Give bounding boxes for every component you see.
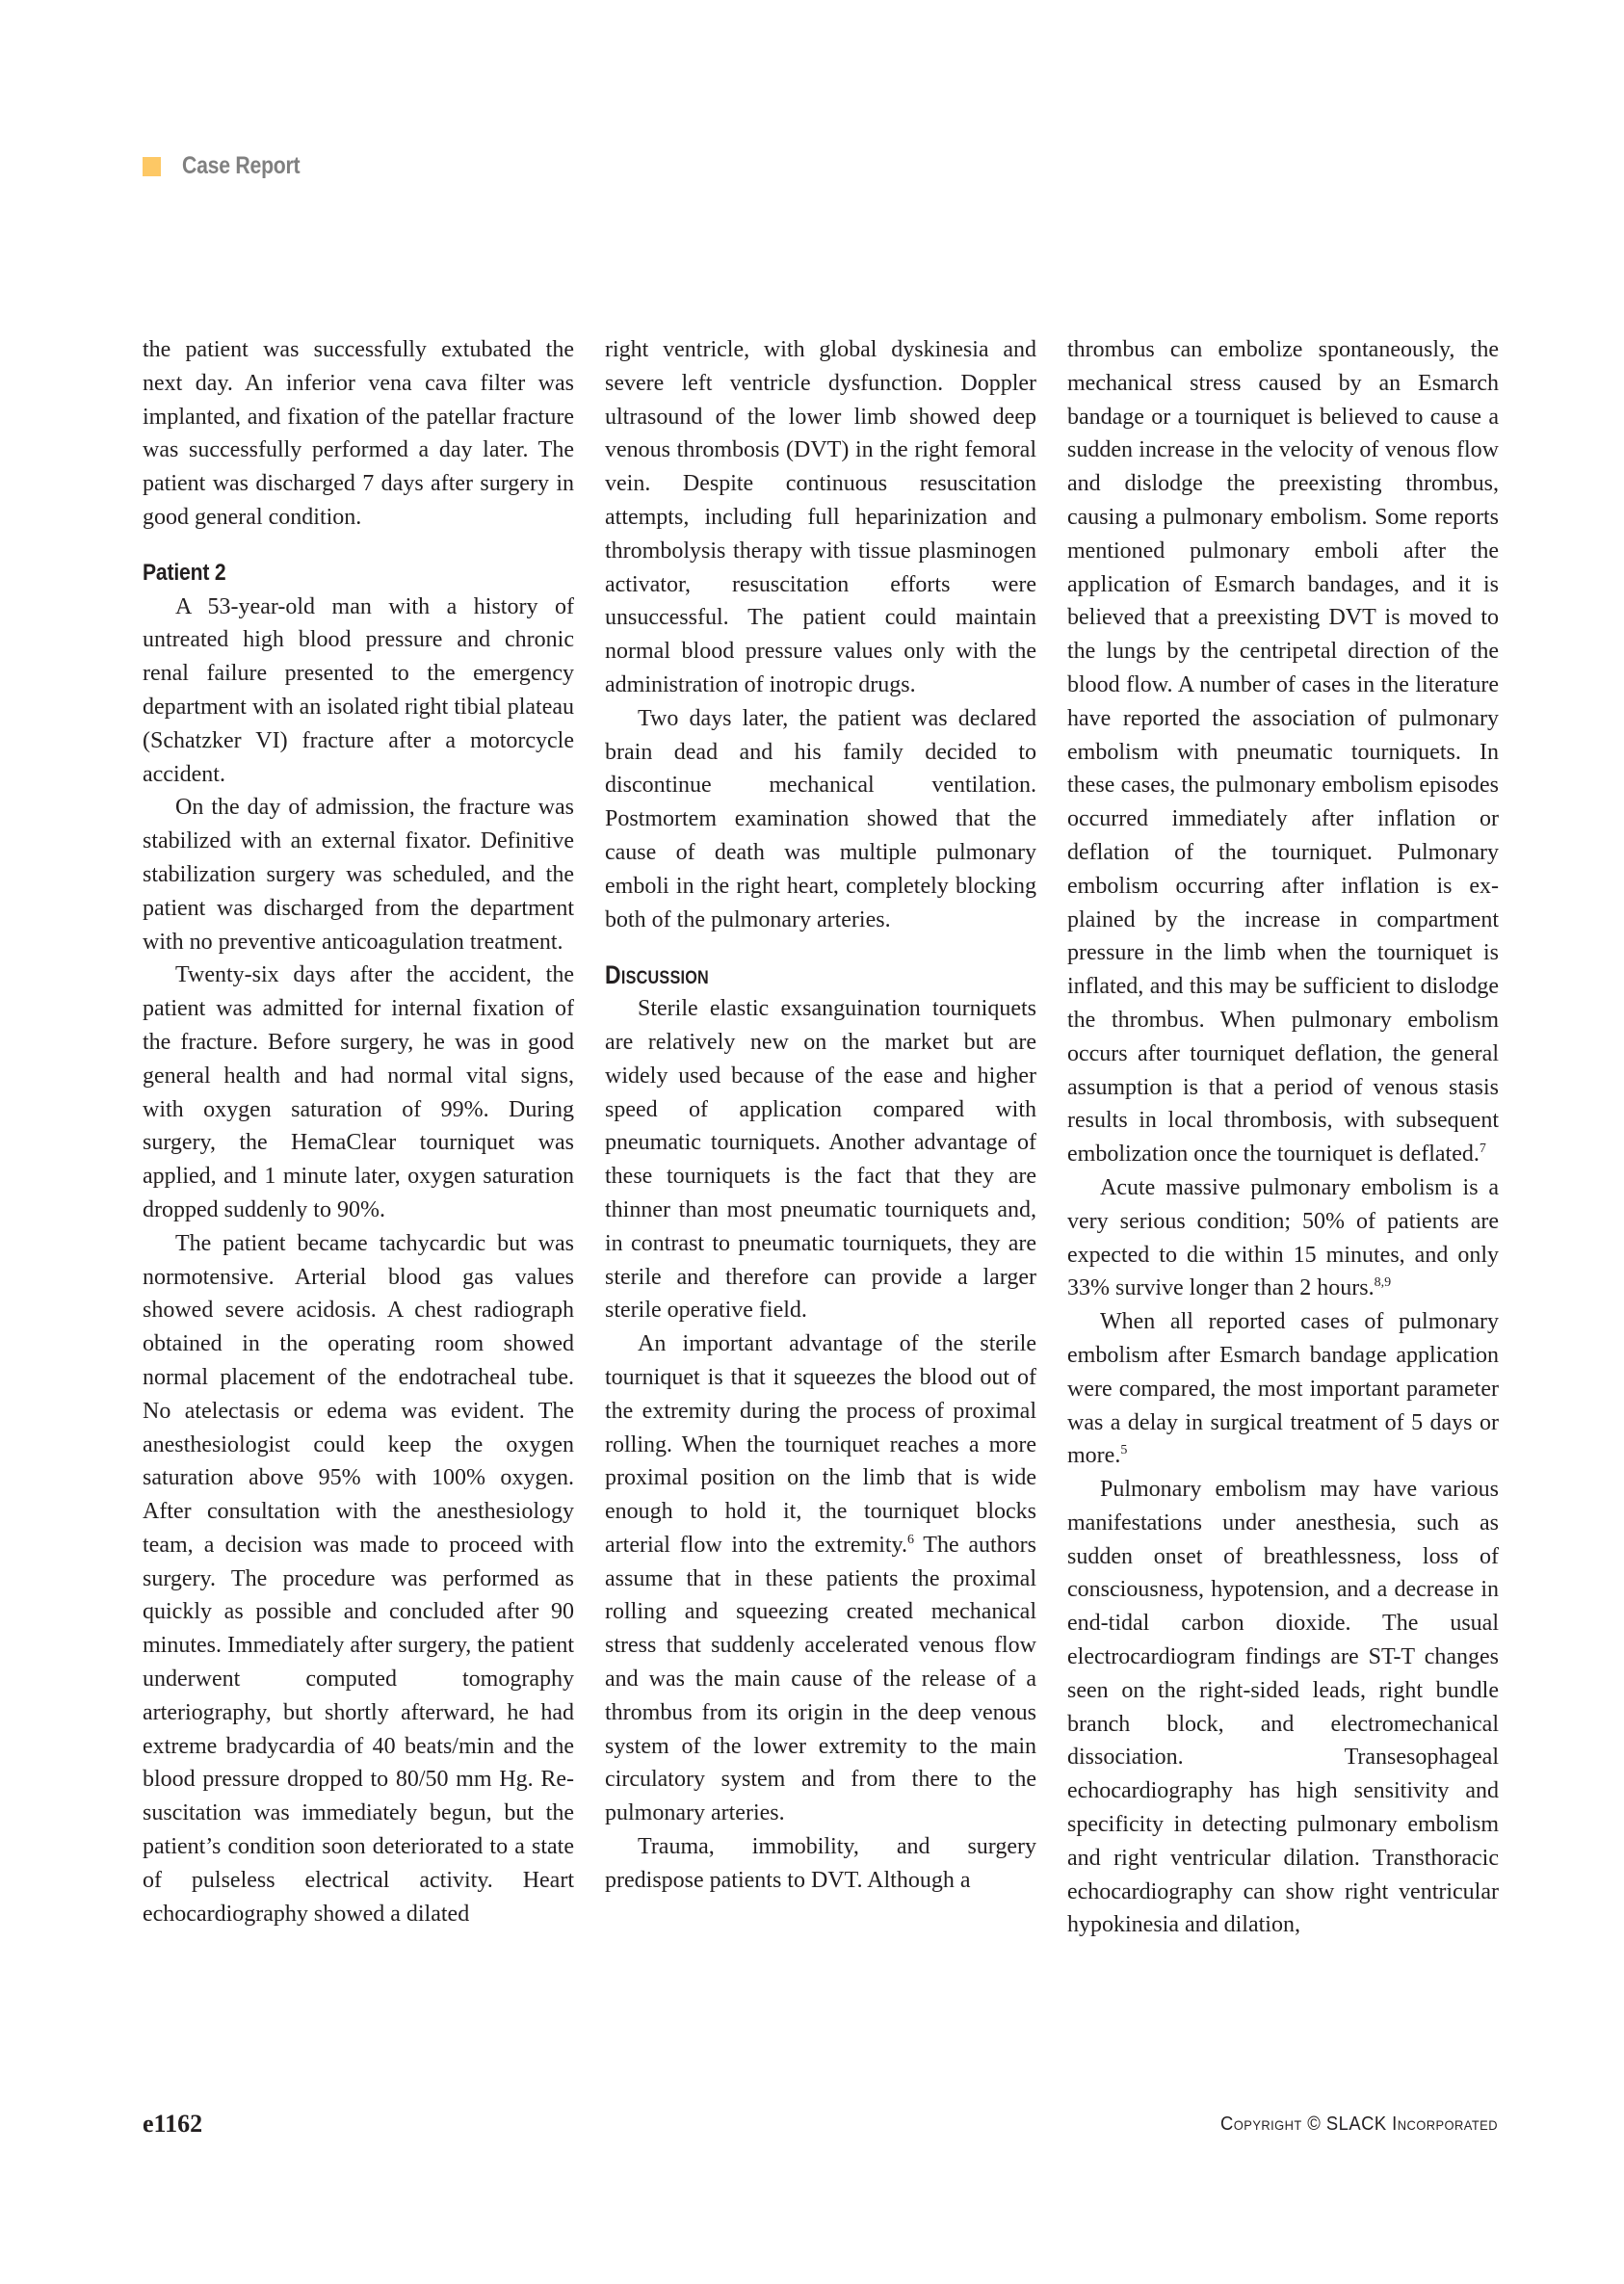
- copyright-suffix: Incorporated: [1386, 2113, 1498, 2135]
- citation-ref[interactable]: 6: [906, 1532, 914, 1547]
- paragraph: Two days later, the patient was declared brain dead and his family decided to discontinue mechanical ventilation. Postmortem examination showed that the cause of death was multiple pulmonary emboli in the right heart, completely blocking both of the pulmonary arteries.: [605, 705, 1036, 932]
- paragraph: A 53-year-old man with a history of untreated high blood pressure and chronic renal failure presented to the emergency department with an isolated right tibial plateau (Schatzker VI) fracture after a motorcycle accident.: [143, 593, 574, 787]
- column-1: [143, 333, 574, 1930]
- paragraph-text: thrombus can embolize spontaneously, the mechanical stress caused by an Esmarch bandage or a tourniquet is believed to cause a sudden increase in the velocity of venous flow and dislodge the preexisting thrombus, causing a pulmonary embolism. Some reports mentioned pulmonary emboli after the application of Esmarch bandages, and it is believed that a preexisting DVT is moved to the lungs by the centripetal direction of the blood flow. A number of cases in the literature have reported the association of pulmonary embolism with pneumatic tourniquets. In these cases, the pulmonary embolism episodes occurred immediately after inflation or deflation of the tourniquet. Pulmonary embolism occurring after inflation is explained by the increase in compartment pressure in the limb when the tourniquet is inflated, and this may be sufficient to dislodge the thrombus. When pulmonary embolism occurs after tourniquet deflation, the general assumption is that a period of venous stasis results in local thrombosis, with subsequent embolization once the tourniquet is deflated.: [1067, 337, 1499, 1168]
- paragraph: Twenty-six days after the accident, the patient was admitted for internal fixation of the fracture. Before surgery, he was in good general health and had normal vital signs, with oxygen saturation of 99%. During surgery, the HemaClear tourniquet was applied, and 1 minute later, oxygen saturation dropped suddenly to 90%.: [143, 962, 574, 1222]
- paragraph: Trauma, immobility, and surgery predispose patients to DVT. Although a: [605, 1834, 1036, 1893]
- paragraph-text: An important advantage of the sterile tourniquet is that it squeezes the blood out of the extremity during the process of proximal rolling. When the tourniquet reaches a more proximal position on the limb that is wide enough to hold it, the tourniquet blocks arterial flow into the extremity.: [605, 1331, 1036, 1558]
- column-3: [1067, 333, 1499, 1942]
- paragraph: [1067, 333, 1499, 1171]
- citation-ref[interactable]: 5: [1120, 1443, 1128, 1458]
- paragraph: [1067, 1305, 1499, 1473]
- running-head: [143, 152, 321, 180]
- paragraph-text: When all reported cases of pulmonary embolism after Esmarch bandage application were compared, the most important parameter was a delay in surgical treatment of 5 days or more.: [1067, 1309, 1499, 1469]
- copyright-prefix: Copyright ©: [1220, 2113, 1326, 2135]
- paragraph-text: Acute massive pulmonary embolism is a very serious condition; 50% of patients are expected to die within 15 minutes, and only 33% survive longer than 2 hours.: [1067, 1174, 1499, 1301]
- paragraph: [1067, 1171, 1499, 1305]
- paragraph: On the day of admission, the fracture was stabilized with an external fixator. Definitive stabilization surgery was scheduled, and the patient was discharged from the department with no preventive anticoagulation treatment.: [143, 795, 574, 955]
- paragraph: Pulmonary embolism may have various manifestations under anesthesia, such as sudden onset of breathlessness, loss of consciousness, hypotension, and a decrease in end-tidal carbon dioxide. The usual electrocardiogram findings are ST-T changes seen on the right-sided leads, right bundle branch block, and electromechanical dissociation. Transesophageal echocardiography has high sensitivity and specificity in detecting pulmonary embolism and right ventricular dilation. Transthoracic echocardiography can show right ventricular hypokinesia and dilation,: [1067, 1477, 1499, 1938]
- page-number: e1162: [143, 2110, 203, 2138]
- section-marker-square: [143, 157, 161, 176]
- paragraph: the patient was successfully extubated the next day. An inferior vena cava filter was implanted, and fixation of the patellar fracture was successfully performed a day later. The patient was discharged 7 days after surgery in good general condition.: [143, 337, 574, 530]
- copyright-notice: [1220, 2113, 1498, 2136]
- heading-discussion: Discussion: [605, 960, 709, 990]
- citation-ref[interactable]: 7: [1479, 1142, 1486, 1157]
- column-2: [605, 333, 1036, 1898]
- paragraph: The patient became tachycardic but was normotensive. Arterial blood gas values showed severe acidosis. A chest radiograph obtained in the operating room showed normal placement of the endotracheal tube. No atelectasis or edema was evident. The anesthesiologist could keep the oxygen saturation above 95% with 100% oxygen. After consultation with the anesthesiology team, a decision was made to proceed with surgery. The procedure was performed as quickly as possible and concluded after 90 minutes. Immediately after surgery, the patient underwent computed tomography arteriography, but shortly afterward, he had extreme bradycardia of 40 beats/min and the blood pressure dropped to 80/50 mm Hg. Resuscitation was immediately begun, but the patient’s condition soon deteriorated to a state of pulseless electrical activity. Heart echocardiography showed a dilated: [143, 1230, 574, 1927]
- section-label: Case Report: [182, 152, 301, 179]
- citation-ref[interactable]: 8,9: [1374, 1275, 1392, 1291]
- paragraph: Sterile elastic exsanguination tourniquets are relatively new on the market but are widely used because of the ease and higher speed of application compared with pneumatic tourniquets. Another advantage of these tourniquets is the fact that they are thinner than most pneumatic tourniquets and, in contrast to pneumatic tourniquets, they are sterile and therefore can provide a larger sterile operative field.: [605, 996, 1036, 1324]
- heading-patient-2: Patient 2: [143, 559, 226, 586]
- publisher-name: SLACK: [1325, 2113, 1387, 2135]
- paragraph: [605, 1327, 1036, 1830]
- paragraph-text: The authors assume that in these patients the proximal rolling and squeezing created mechanical stress that suddenly accelerated venous flow and was the main cause of the release of a thrombus from its origin in the deep venous system of the lower extremity to the main circulatory system and from there to the pulmonary arteries.: [605, 1532, 1036, 1826]
- paragraph: right ventricle, with global dyskinesia and severe left ventricle dysfunction. Doppler ultrasound of the lower limb showed deep venous thrombosis (DVT) in the right femoral vein. Despite continuous resuscitation attempts, including full heparinization and thrombolysis therapy with tissue plasminogen activator, resuscitation efforts were unsuccessful. The patient could maintain normal blood pressure values only with the administration of inotropic drugs.: [605, 337, 1036, 697]
